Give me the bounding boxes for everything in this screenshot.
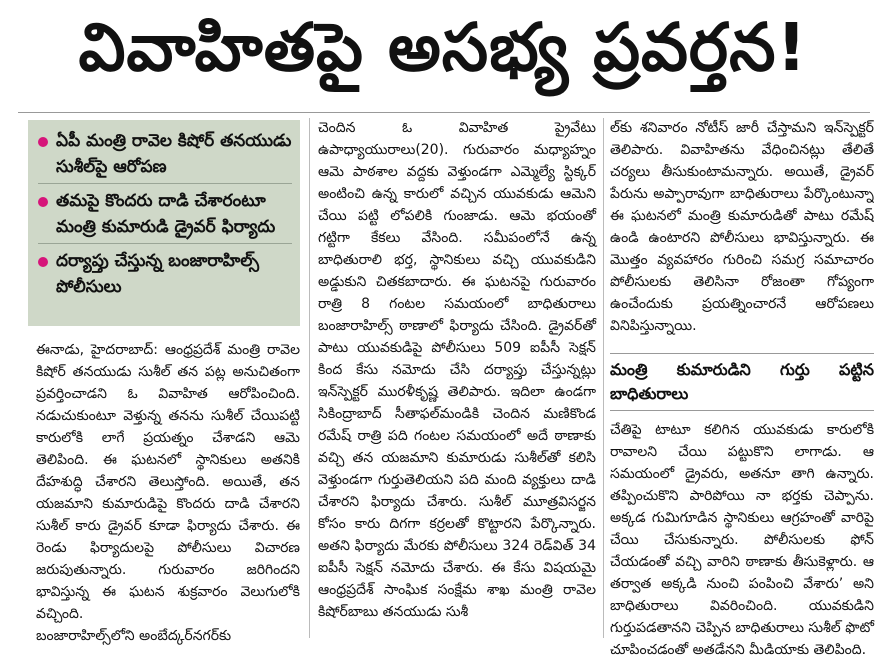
- bullet-icon: [38, 257, 48, 267]
- column-divider: [603, 118, 604, 638]
- column-2-paragraph: చెందిన ఓ వివాహిత ప్రైవేటు ఉపాధ్యాయురాలు(20). గురువారం మధ్యాహ్నం ఆమె పాఠశాల వద్దకు వెళ్తుండగా ఎమ్మెల్యే స్టిక్కర్ అంటించి ఉన్న కారులో వచ్చిన యువకుడు ఆమెని చేయి పట్టి లోపలికి గుంజాడు. ఆమె భయంతో గట్టిగా కేకలు వేసింది. సమీపంలోనే ఉన్న బాధితురాలి భర్త, స్థానికులు వచ్చి యువకుడిని అడ్డుకుని చితకబాదారు. ఈ ఘటనపై గురువారం రాత్రి 8 గంటల సమయంలో బాధితురాలు బంజారాహిల్స్ ఠాణాలో ఫిర్యాదు చేసింది. డ్రైవర్‌తో పాటు యువకుడిపై పోలీసులు 509 ఐపీసీ సెక్షన్ కింద కేసు నమోదు చేసి దర్యాప్తు చేస్తున్నట్లు ఇన్‌స్పెక్టర్ మురళీకృష్ణ తెలిపారు. ఇదిలా ఉండగా సికింద్రాబాద్ సీతాఫల్‌మండికి చెందిన మణికొండ రమేష్ రాత్రి పది గంటల సమయంలో అదే ఠాణాకు వచ్చి తన యజమాని కుమారుడు సుశీల్‌తో కలిసి వెళ్తుండగా గుర్తుతెలియని పది మంది వ్యక్తులు దాడి చేశారని ఫిర్యాదు చేశారు. సుశీల్ మూత్రవిసర్జన కోసం కారు దిగగా కర్రలతో కొట్టారని పేర్కొన్నారు. అతని ఫిర్యాదు మేరకు పోలీసులు 324 రెడ్‌విత్ 34 ఐపీసీ సెక్షన్ నమోదు చేశారు. ఈ కేసు విషయమై ఆంధ్రప్రదేశ్ సాంఘిక సంక్షేమ శాఖ మంత్రి రావెల కిషోర్‌బాబు తనయుడు సుశీ: [318, 120, 596, 620]
- column-1-paragraph: బంజారాహిల్స్‌లోని అంబేద్కర్‌నగర్‌కు: [36, 628, 232, 644]
- column-divider: [309, 118, 310, 638]
- article-column-2: [318, 117, 596, 623]
- column-1-paragraph: ఈనాడు, హైదరాబాద్: ఆంధ్రప్రదేశ్ మంత్రి రావెల కిషోర్ తనయుడు సుశీల్ తన పట్ల అనుచితంగా ప్రవర్తించాడని ఓ వివాహిత ఆరోపించింది. నడుచుకుంటూ వెళ్తున్న తనను సుశీల్ చేయిపట్టి కారులోకి లాగే ప్రయత్నం చేశాడని ఆమె తెలిపింది. ఈ ఘటనలో స్థానికులు అతనికి దేహశుద్ధి చేశారని తెలుస్తోంది. అయితే, తన యజమాని కుమారుడిపై కొందరు దాడి చేశారని సుశీల్ కారు డ్రైవర్ కూడా ఫిర్యాదు చేశారు. ఈ రెండు ఫిర్యాదులపై పోలీసులు విచారణ జరుపుతున్నారు. గురువారం జరిగిందని భావిస్తున్న ఈ ఘటన శుక్రవారం వెలుగులోకి వచ్చింది.: [36, 342, 300, 622]
- subheading: మంత్రి కుమారుడిని గుర్తు పట్టిన బాధితురాలు: [610, 353, 874, 411]
- headline-rule: [18, 112, 870, 113]
- headline: వివాహితపై అసభ్య ప్రవర్తన!: [78, 8, 808, 86]
- column-3-paragraph: ల్‌కు శనివారం నోటీస్ జారీ చేస్తామని ఇన్‌స్పెక్టర్ తెలిపారు. వివాహితను వేధించినట్లు తేలితే చర్యలు తీసుకుంటామన్నారు. అయితే, డ్రైవర్ పేరును అప్పారావుగా బాధితురాలు పేర్కొంటున్నా ఈ ఘటనలో మంత్రి కుమారుడితో పాటు రమేష్ ఉండి ఉంటారని పోలీసులు భావిస్తున్నారు. ఈ మొత్తం వ్యవహారం గురించి సమగ్ర సమాచారం పోలీసులకు తెలిసినా రోజంతా గోప్యంగా ఉంచేందుకు ప్రయత్నించారనే ఆరోపణలు వినిపిస్తున్నాయి.: [610, 120, 874, 334]
- article-column-3: [610, 117, 874, 661]
- highlight-text: తమపై కొందరు దాడి చేశారంటూ మంత్రి కుమారుడి డ్రైవర్ ఫిర్యాదు: [56, 191, 276, 237]
- highlight-text: దర్యాప్తు చేస్తున్న బంజారాహిల్స్ పోలీసులు: [56, 251, 259, 297]
- highlight-text: ఏపీ మంత్రి రావెల కిషోర్ తనయుడు సుశీల్‌పై ఆరోపణ: [56, 131, 292, 177]
- highlights-box: [28, 120, 300, 326]
- highlight-item: [38, 124, 292, 183]
- highlight-item: [38, 183, 292, 243]
- highlight-item: [38, 243, 292, 303]
- article-column-1: [36, 339, 300, 647]
- bullet-icon: [38, 137, 48, 147]
- bullet-icon: [38, 197, 48, 207]
- column-3-paragraph: చేతిపై టాటూ కలిగిన యువకుడు కారులోకి రావాలని చేయి పట్టుకొని లాగాడు. ఆ సమయంలో డ్రైవరు, అతనూ తాగి ఉన్నారు. తప్పించుకొని పారిపోయి నా భర్తకు చెప్పాను. అక్కడ గుమిగూడిన స్థానికులు ఆగ్రహంతో వారిపై చేయి చేసుకున్నారు. పోలీసులకు ఫోన్ చేయడంతో వచ్చి వారిని ఠాణాకు తీసుకెళ్లారు. ఆ తర్వాత అక్కడి నుంచి పంపించి వేశారు’ అని బాధితురాలు వివరించింది. యువకుడిని గుర్తుపడతానని చెప్పిన బాధితురాలు సుశీల్ ఫొటో చూపించడంతో అతడేనని మీడియాకు తెలిపింది.: [610, 422, 874, 658]
